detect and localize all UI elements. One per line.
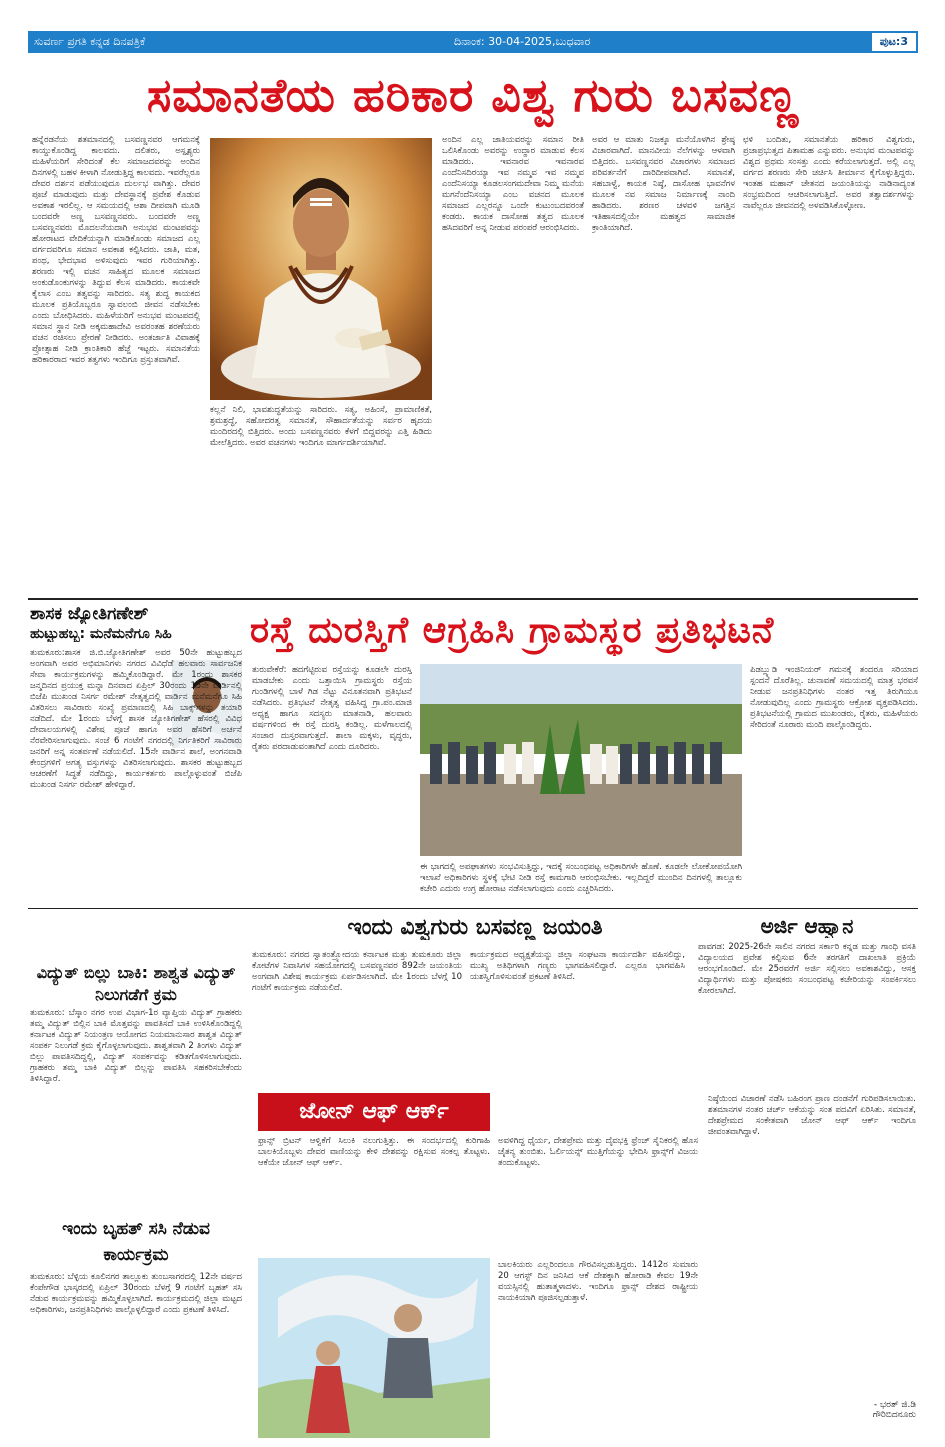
issue-date: ದಿನಾಂಕ: 30-04-2025,ಬುಧವಾರ <box>454 35 591 48</box>
byline-place: ಗೌರಿಬಿದನೂರು <box>872 1410 916 1420</box>
jyothiganesh-body <box>30 648 242 903</box>
jyothiganesh-body-text: ತುಮಕೂರು:ಶಾಸಕ ಜಿ.ಬಿ.ಜ್ಯೋತಿಗಣೇಶ್ ಅವರ 50ನೇ ಹುಟ್ಟುಹಬ್ಬದ ಅಂಗವಾಗಿ ಅವರ ಅಭಿಮಾನಿಗಳು ನಗರದ ವಿವಿಧೆಡೆ ಹಲವಾರು ಸಾರ್ವಜನಿಕ ಸೇವಾ ಕಾರ್ಯಕ್ರಮಗಳನ್ನು ಹಮ್ಮಿಕೊಂಡಿದ್ದಾರೆ. ಮೇ 1ರಂದು ಶಾಸಕರ ಜನ್ಮದಿನದ ಪ್ರಯುಕ್ತ ಮನ್ನಾ ದಿನವಾದ ಏಪ್ರಿಲ್ 30ರಂದು 15ನೇ ವಾರ್ಡಿನಲ್ಲಿ ಬಿಜೆಪಿ ಮುಖಂಡ ನಿಸರ್ಗ ರಮೇಶ್ ನೇತೃತ್ವದಲ್ಲಿ ವಾರ್ಡಿನ ಮನೆಮನೆಗೂ ಸಿಹಿ ವಿತರಿಸಲು ಸಾವಿರಾರು ಸಂಖ್ಯೆ ಪ್ರಮಾಣದಲ್ಲಿ ಸಿಹಿ ಬಾಕ್ಸ್‌ಗಳನ್ನು ತಯಾರಿ ನಡೆದಿದೆ. ಮೇ 1ರಂದು ಬೆಳಗ್ಗೆ ಶಾಸಕ ಜ್ಯೋತಿಗಣೇಶ್ ಹೆಸರಲ್ಲಿ ವಿವಿಧ ದೇವಾಲಯಗಳಲ್ಲಿ ವಿಶೇಷ ಪೂಜೆ ಹಾಗೂ ಅವರ ಹೆಸರಿಗೆ ಅರ್ಚನೆ ನೆರವೇರಿಸಲಾಗುವುದು. ಸಂಜೆ 6 ಗಂಟೆಗೆ ನಗರದಲ್ಲಿ ನಿರ್ಗತಿಕರಿಗೆ ಸಾವಿರಾರು ಜನರಿಗೆ ಅನ್ನ ಸಂತರ್ಪಣೆ ನಡೆಯಲಿದೆ. 15ನೇ ವಾರ್ಡಿನ ಶಾಲೆ, ಅಂಗನವಾಡಿ ಕೇಂದ್ರಗಳಿಗೆ ಅಗತ್ಯ ವಸ್ತುಗಳನ್ನು ವಿತರಿಸಲಾಗುವುದು. ಶಾಸಕರ ಹುಟ್ಟುಹಬ್ಬದ ಆಚರಣೆಗೆ ಸಿದ್ಧತೆ ನಡೆದಿದ್ದು, ಕಾರ್ಯಕರ್ತರು ಪಾಲ್ಗೊಳ್ಳುವಂತೆ ಬಿಜೆಪಿ ಮುಖಂಡ ನಿಸರ್ಗ ರಮೇಶ್ ಹೇಳಿದ್ದಾರೆ. <box>30 648 242 790</box>
divider-top <box>28 598 918 600</box>
basavanna-col-2: ಕಲ್ಲನೆ ನಿಲಿ, ಭಾವಶುದ್ಧತೆಯನ್ನು ಸಾರಿದರು. ಸತ್ಯ, ಅಹಿಂಸೆ, ಪ್ರಾಮಾಣಿಕತೆ, ಶ್ರಮಶ್ರದ್ಧೆ, ಸಹೋದರತ್ವ ಸಮಾನತೆ, ಸೌಹಾರ್ದತೆಯನ್ನು ಸರ್ವರ ಹೃದಯ ಮಂದಿರದಲ್ಲಿ ಬಿತ್ತಿದರು. ಅಂದು ಬಸವಣ್ಣನವರು ಕೆಳಗೆ ಬಿದ್ದವರನ್ನು ಎತ್ತಿ ಹಿಡಿದು ಮೇಲೆತ್ತಿದರು. ಅವರ ವಚನಗಳು ಇಂದಿಗೂ ಮಾರ್ಗದರ್ಶಿಯಾಗಿವೆ. <box>210 405 432 448</box>
electricity-title <box>30 962 242 1006</box>
jyothiganesh-title: ಶಾಸಕ ಜ್ಯೋತಿಗಣೇಶ್ <box>30 604 149 624</box>
joan-illustration <box>258 1258 490 1438</box>
byline-author: - ಭರತ್ ಜಿ.ಡಿ <box>873 1400 916 1410</box>
protest-scene <box>420 664 742 856</box>
page-number: ಪುಟ:3 <box>872 33 916 51</box>
jayanthi-col-2: ಕಾರ್ಯಕ್ರಮದ ಅಧ್ಯಕ್ಷತೆಯನ್ನು ಜಿಲ್ಲಾ ಸಂಘಟನಾ ಕಾರ್ಯದರ್ಶಿ ವಹಿಸಲಿದ್ದು, ಮುಖ್ಯ ಅತಿಥಿಗಳಾಗಿ ಗಣ್ಯರು ಭಾಗವಹಿಸಲಿದ್ದಾರೆ. ಎಲ್ಲರೂ ಭಾಗವಹಿಸಿ ಯಶಸ್ವಿಗೊಳಿಸುವಂತೆ ಪ್ರಕಟಣೆ ತಿಳಿಸಿದೆ. <box>470 950 685 982</box>
basavanna-portrait <box>210 138 432 400</box>
jayanthi-title: ಇಂದು ವಿಶ್ವಗುರು ಬಸವಣ್ಣ ಜಯಂತಿ <box>347 915 603 940</box>
electricity-body: ತುಮಕೂರು: ಬೆಸ್ಕಾಂ ನಗರ ಉಪ ವಿಭಾಗ-1ರ ವ್ಯಾಪ್ತಿಯ ವಿದ್ಯುತ್ ಗ್ರಾಹಕರು ತಮ್ಮ ವಿದ್ಯುತ್ ಬಿಲ್ಲಿನ ಬಾಕಿ ಮೊತ್ತವನ್ನು ಪಾವತಿಸದೆ ಬಾಕಿ ಉಳಿಸಿಕೊಂಡಿದ್ದಲ್ಲಿ ಕರ್ನಾಟಕ ವಿದ್ಯುತ್ ನಿಯಂತ್ರಣ ಆಯೋಗದ ನಿಯಮಾನುಸಾರ ಶಾಶ್ವತ ವಿದ್ಯುತ್ ಸಂಪರ್ಕ ನಿಲುಗಡೆ ಕ್ರಮ ಕೈಗೊಳ್ಳಲಾಗುವುದು. ಶಾಶ್ವತವಾಗಿ 2 ತಿಂಗಳು ವಿದ್ಯುತ್ ಬಿಲ್ಲು ಪಾವತಿಸದಿದ್ದಲ್ಲಿ, ವಿದ್ಯುತ್ ಸಂಪರ್ಕವನ್ನು ಕಡಿತಗೊಳಿಸಲಾಗುವುದು. ಗ್ರಾಹಕರು ತಮ್ಮ ಬಾಕಿ ವಿದ್ಯುತ್ ಬಿಲ್ಲನ್ನು ಪಾವತಿಸಿ ಸಹಕರಿಸಬೇಕೆಂದು ತಿಳಿಸಿದ್ದಾರೆ. <box>30 1008 242 1084</box>
joan-col-2: ಅವಳಿಗಿದ್ದ ಧೈರ್ಯ, ದೇಶಪ್ರೇಮ ಮತ್ತು ದೈವಭಕ್ತಿ ಫ್ರೆಂಚ್ ಸೈನಿಕರಲ್ಲಿ ಹೊಸ ಚೈತನ್ಯ ತುಂಬಿತು. ಓರ್ಲಿಯನ್ಸ್ ಮುತ್ತಿಗೆಯನ್ನು ಭೇದಿಸಿ ಫ್ರಾನ್ಸ್‌ಗೆ ವಿಜಯ ತಂದುಕೊಟ್ಟಳು. <box>498 1136 698 1168</box>
jyothiganesh-subtitle: ಹುಟ್ಟುಹಬ್ಬ: ಮನೆಮನೆಗೂ ಸಿಹಿ <box>30 626 172 642</box>
joan-col-1: ಫ್ರಾನ್ಸ್ ಬ್ರಿಟನ್ ಆಳ್ವಿಕೆಗೆ ಸಿಲುಕಿ ನಲುಗುತ್ತಿತ್ತು. ಈ ಸಂದರ್ಭದಲ್ಲಿ ಕುರಿಗಾಹಿ ಬಾಲಕಿಯೊಬ್ಬಳು ದೇವರ ವಾಣಿಯನ್ನು ಕೇಳಿ ದೇಶವನ್ನು ರಕ್ಷಿಸುವ ಸಂಕಲ್ಪ ತೊಟ್ಟಳು. ಆಕೆಯೇ ಜೋನ್ ಆಫ್ ಆರ್ಕ್. <box>258 1136 490 1168</box>
road-protest-col-3: ಪಿಡಬ್ಲ್ಯುಡಿ ಇಂಜಿನಿಯರ್ ಗಮನಕ್ಕೆ ತಂದರೂ ಸರಿಯಾದ ಸ್ಪಂದನೆ ದೊರೆತಿಲ್ಲ. ಚುನಾವಣೆ ಸಮಯದಲ್ಲಿ ಮಾತ್ರ ಭರವಸೆ ನೀಡುವ ಜನಪ್ರತಿನಿಧಿಗಳು ನಂತರ ಇತ್ತ ತಿರುಗಿಯೂ ನೋಡುವುದಿಲ್ಲ ಎಂದು ಗ್ರಾಮಸ್ಥರು ಆಕ್ರೋಶ ವ್ಯಕ್ತಪಡಿಸಿದರು. ಪ್ರತಿಭಟನೆಯಲ್ಲಿ ಗ್ರಾಮದ ಮುಖಂಡರು, ರೈತರು, ಮಹಿಳೆಯರು ಸೇರಿದಂತೆ ನೂರಾರು ಮಂದಿ ಪಾಲ್ಗೊಂಡಿದ್ದರು. <box>750 665 918 730</box>
road-protest-col-1: ತುರುವೇಕೆರೆ: ಹದಗೆಟ್ಟಿರುವ ರಸ್ತೆಯನ್ನು ಕೂಡಲೇ ದುರಸ್ತಿ ಮಾಡಬೇಕು ಎಂದು ಒತ್ತಾಯಿಸಿ ಗ್ರಾಮಸ್ಥರು ರಸ್ತೆಯ ಗುಂಡಿಗಳಲ್ಲಿ ಬಾಳೆ ಗಿಡ ನೆಟ್ಟು ವಿನೂತನವಾಗಿ ಪ್ರತಿಭಟನೆ ನಡೆಸಿದರು. ಪ್ರತಿಭಟನೆ ನೇತೃತ್ವ ವಹಿಸಿದ್ದ ಗ್ರಾ.ಪಂ.ಮಾಜಿ ಅಧ್ಯಕ್ಷ ಹಾಗೂ ಸದಸ್ಯರು ಮಾತನಾಡಿ, ಹಲವಾರು ವರ್ಷಗಳಿಂದ ಈ ರಸ್ತೆ ದುರಸ್ತಿ ಕಂಡಿಲ್ಲ. ಮಳೆಗಾಲದಲ್ಲಿ ಸಂಚಾರ ದುಸ್ತರವಾಗುತ್ತದೆ. ಶಾಲಾ ಮಕ್ಕಳು, ವೃದ್ಧರು, ರೈತರು ಪರದಾಡುವಂತಾಗಿದೆ ಎಂದು ದೂರಿದರು. <box>252 665 412 752</box>
paper-name: ಸುವರ್ಣ ಪ್ರಗತಿ ಕನ್ನಡ ದಿನಪತ್ರಿಕೆ <box>34 35 146 48</box>
basavanna-col-4: ಅವರ ಆ ಮಾತು ನಿಜಕ್ಕೂ ಮನೆಯೊಳಗಿನ ಶ್ರೇಷ್ಠ ವಿಚಾರವಾಗಿದೆ. ಮಾನವೀಯ ನೆಲೆಗಳನ್ನು ಆಳವಾಗಿ ಬಿತ್ತಿದರು. ಬಸವಣ್ಣನವರ ವಿಚಾರಗಳು ಸಮಾಜದ ಪರಿವರ್ತನೆಗೆ ದಾರಿದೀಪವಾಗಿವೆ. ಸಮಾನತೆ, ಸಹಬಾಳ್ವೆ, ಕಾಯಕ ನಿಷ್ಠೆ, ದಾಸೋಹ ಭಾವನೆಗಳ ಮೂಲಕ ನವ ಸಮಾಜ ನಿರ್ಮಾಣಕ್ಕೆ ನಾಂದಿ ಹಾಡಿದರು. ಶರಣರ ಚಳವಳಿ ಜಗತ್ತಿನ ಇತಿಹಾಸದಲ್ಲಿಯೇ ಮಹತ್ವದ ಸಾಮಾಜಿಕ ಕ್ರಾಂತಿಯಾಗಿದೆ. <box>592 135 735 233</box>
basavanna-illustration <box>210 138 432 400</box>
basavanna-col-1: ಹನ್ನೆರಡನೆಯ ಶತಮಾನದಲ್ಲಿ ಬಸವಣ್ಣನವರ ಆಗಮನಕ್ಕೆ ಕಾಯ್ದುಕೊಂಡಿದ್ದ ಕಾಲವದು. ದಲಿತರು, ಅಸ್ಪೃಶ್ಯರು ಮಹಿಳೆಯರಿಗೆ ಸೇರಿದಂತೆ ಕೆಲ ಸಮಾಜದವರನ್ನು ಅಂದಿನ ದಿನಗಳಲ್ಲಿ ಬಹಳ ಕೀಳಾಗಿ ನೋಡುತ್ತಿದ್ದ ಕಾಲವದು. ಇವರೆಲ್ಲರೂ ದೇವರ ದರ್ಶನ ಪಡೆಯುವುದೂ ದುರ್ಲಭ ವಾಗಿತ್ತು. ದೇವರ ಪೂಜೆ ಮಾಡುವುದು ಮತ್ತು ದೇವಸ್ಥಾನಕ್ಕೆ ಪ್ರವೇಶ ಕೊಡುವ ಅವಕಾಶ ಇರಲಿಲ್ಲ. ಆ ಸಮಯದಲ್ಲಿ ಆಶಾ ದೀಪವಾಗಿ ಮೂಡಿ ಬಂದವರೇ ಅಣ್ಣ ಬಸವಣ್ಣನವರು. ಬಂದವರೇ ಅಣ್ಣ ಬಸವಣ್ಣನವರು ಮೊದಲನೆಯದಾಗಿ ಅನುಭವ ಮಂಟಪವನ್ನು ಹೋರಾಟದ ವೇದಿಕೆಯನ್ನಾಗಿ ಮಾಡಿಕೊಂಡು ಸಮಾಜದ ಎಲ್ಲ ವರ್ಗದವರಿಗೂ ಸಮಾನ ಅವಕಾಶ ಕಲ್ಪಿಸಿದರು. ಜಾತಿ, ಮತ, ಪಂಥ, ಭೇದಭಾವ ಅಳಿಸುವುದು ಇವರ ಗುರಿಯಾಗಿತ್ತು. ಶರಣರು ಇಲ್ಲಿ ವಚನ ಸಾಹಿತ್ಯದ ಮೂಲಕ ಸಮಾಜದ ಅಂಕುಡೊಂಕುಗಳನ್ನು ತಿದ್ದುವ ಕೆಲಸ ಮಾಡಿದರು. ಕಾಯಕವೇ ಕೈಲಾಸ ಎಂಬ ತತ್ವವನ್ನು ಸಾರಿದರು. ಸತ್ಯ ಶುದ್ಧ ಕಾಯಕದ ಮೂಲಕ ಪ್ರತಿಯೊಬ್ಬರೂ ಸ್ವಾವಲಂಬಿ ಜೀವನ ನಡೆಸಬೇಕು ಎಂದು ಬೋಧಿಸಿದರು. ಮಹಿಳೆಯರಿಗೆ ಅನುಭವ ಮಂಟಪದಲ್ಲಿ ಸಮಾನ ಸ್ಥಾನ ನೀಡಿ ಅಕ್ಕಮಹಾದೇವಿ ಅವರಂತಹ ಶರಣೆಯರು ವಚನ ರಚಿಸಲು ಪ್ರೇರಣೆ ನೀಡಿದರು. ಅಂತರ್ಜಾತಿ ವಿವಾಹಕ್ಕೆ ಪ್ರೋತ್ಸಾಹ ನೀಡಿ ಕ್ರಾಂತಿಕಾರಿ ಹೆಜ್ಜೆ ಇಟ್ಟರು. ಸಮಾನತೆಯ ಹರಿಕಾರರಾದ ಇವರ ತತ್ವಗಳು ಇಂದಿಗೂ ಪ್ರಸ್ತುತವಾಗಿವೆ. <box>32 135 200 365</box>
masthead-bar <box>28 31 918 53</box>
joan-art <box>258 1258 490 1438</box>
joan-byline <box>708 1400 916 1420</box>
joan-col-4: ನಿಷ್ಠೆಯಿಂದ ವಿಚಾರಣೆ ನಡೆಸಿ ಬಹಿರಂಗ ಪ್ರಾಣ ದಂಡನೆಗೆ ಗುರಿಪಡಿಸಲಾಯಿತು. ಶತಮಾನಗಳ ನಂತರ ಚರ್ಚ್ ಆಕೆಯನ್ನು ಸಂತ ಪದವಿಗೆ ಏರಿಸಿತು. ಸಮಾನತೆ, ದೇಶಪ್ರೇಮದ ಸಂಕೇತವಾಗಿ ಜೋನ್ ಆಫ್ ಆರ್ಕ್ ಇಂದಿಗೂ ಜೀವಂತವಾಗಿದ್ದಾಳೆ. <box>708 1094 916 1137</box>
road-protest-col-2: ಈ ಭಾಗದಲ್ಲಿ ಅಪಘಾತಗಳು ಸಂಭವಿಸುತ್ತಿದ್ದು, ಇದಕ್ಕೆ ಸಂಬಂಧಪಟ್ಟ ಅಧಿಕಾರಿಗಳೇ ಹೊಣೆ. ಕೂಡಲೇ ಲೋಕೋಪಯೋಗಿ ಇಲಾಖೆ ಅಧಿಕಾರಿಗಳು ಸ್ಥಳಕ್ಕೆ ಭೇಟಿ ನೀಡಿ ರಸ್ತೆ ಕಾಮಗಾರಿ ಆರಂಭಿಸಬೇಕು. ಇಲ್ಲದಿದ್ದರೆ ಮುಂದಿನ ದಿನಗಳಲ್ಲಿ ತಾಲ್ಲೂಕು ಕಚೇರಿ ಎದುರು ಉಗ್ರ ಹೋರಾಟ ನಡೆಸಲಾಗುವುದು ಎಂದು ಎಚ್ಚರಿಸಿದರು. <box>420 862 742 894</box>
divider-mid <box>28 908 918 909</box>
arji-body: ಪಾವಗಡ: 2025-26ನೇ ಸಾಲಿನ ನಗರದ ಸರ್ಕಾರಿ ಕನ್ನಡ ಮತ್ತು ಗಾಂಧಿ ವಸತಿ ವಿದ್ಯಾಲಯದ ಪ್ರವೇಶ ಕಲ್ಪಿಸುವ 6ನೇ ತರಗತಿಗೆ ದಾಖಲಾತಿ ಪ್ರಕ್ರಿಯೆ ಆರಂಭಗೊಂಡಿದೆ. ಮೇ 25ರವರೆಗೆ ಅರ್ಜಿ ಸಲ್ಲಿಸಲು ಅವಕಾಶವಿದ್ದು, ಆಸಕ್ತ ವಿದ್ಯಾರ್ಥಿಗಳು ಮತ್ತು ಪೋಷಕರು ಸಂಬಂಧಪಟ್ಟ ಕಚೇರಿಯನ್ನು ಸಂಪರ್ಕಿಸಲು ಕೋರಲಾಗಿದೆ. <box>698 942 916 996</box>
jayanthi-col-1: ತುಮಕೂರು: ನಗರದ ಸ್ವಾತಂತ್ರ್ಯೋದಯ ಕರ್ನಾಟಕ ಮತ್ತು ತುಮಕೂರು ಜಿಲ್ಲಾ ಕೋಟೆಗಳ ನಿವಾಸಿಗಳ ಸಹಯೋಗದಲ್ಲಿ ಬಸವಣ್ಣನವರ 892ನೇ ಜಯಂತಿಯ ಅಂಗವಾಗಿ ವಿಶೇಷ ಕಾರ್ಯಕ್ರಮ ಏರ್ಪಡಿಸಲಾಗಿದೆ. ಮೇ 1ರಂದು ಬೆಳಗ್ಗೆ 10 ಗಂಟೆಗೆ ಕಾರ್ಯಕ್ರಮ ನಡೆಯಲಿದೆ. <box>252 950 462 993</box>
sapling-title <box>30 1216 242 1268</box>
joan-title: ಜೋನ್ ಆಫ್ ಆರ್ಕ್ <box>258 1093 490 1131</box>
basavanna-headline: ಸಮಾನತೆಯ ಹರಿಕಾರ ವಿಶ್ವ ಗುರು ಬಸವಣ್ಣ <box>146 68 800 122</box>
basavanna-col-3: ಅಂದಿನ ಎಲ್ಲ ಜಾತಿಯವರನ್ನು ಸಮಾನ ರೀತಿ ಒಲಿಸಿಕೊಂಡು ಅವರನ್ನು ಉದ್ಧಾರ ಮಾಡುವ ಕೆಲಸ ಮಾಡಿದರು. ಇವನಾರವ ಇವನಾರವ ಎಂದೆನಿಸದಿರಯ್ಯಾ ಇವ ನಮ್ಮವ ಇವ ನಮ್ಮವ ಎಂದೆನಿಸಯ್ಯಾ ಕೂಡಲಸಂಗಮದೇವಾ ನಿಮ್ಮ ಮನೆಯ ಮಗನೆಂದೆನಿಸಯ್ಯಾ ಎಂಬ ವಚನದ ಮೂಲಕ ಸಮಾಜದ ಎಲ್ಲರನ್ನೂ ಒಂದೇ ಕುಟುಂಬದವರಂತೆ ಕಂಡರು. ಕಾಯಕ ದಾಸೋಹ ತತ್ವದ ಮೂಲಕ ಹಸಿದವರಿಗೆ ಅನ್ನ ನೀಡುವ ಪರಂಪರೆ ಆರಂಭಿಸಿದರು. <box>442 135 584 233</box>
joan-col-3: ಬಾಲಕಿಯರು ಎಲ್ಲರಿಂದಲೂ ಗೌರವಿಸಲ್ಪಡುತ್ತಿದ್ದರು. 1412ರ ಸುಮಾರು 20 ಆಗಸ್ಟ್ ದಿನ ಜನಿಸಿದ ಆಕೆ ದೇಶಕ್ಕಾಗಿ ಹೋರಾಡಿ ಕೇವಲ 19ನೇ ವಯಸ್ಸಿನಲ್ಲಿ ಹುತಾತ್ಮಳಾದಳು. ಇಂದಿಗೂ ಫ್ರಾನ್ಸ್ ದೇಶದ ರಾಷ್ಟ್ರೀಯ ನಾಯಕಿಯಾಗಿ ಪೂಜಿಸಲ್ಪಡುತ್ತಾಳೆ. <box>498 1260 698 1303</box>
sapling-body: ತುಮಕೂರು: ಬೆಳ್ಳಿಯ ಕೂಲಿನಗರ ತಾಲ್ಲೂಕು ತುಂಬಸಾಗರದಲ್ಲಿ 12ನೇ ವರ್ಷದ ಕೆಂಪೇಗೌಡ ಭಾಸ್ಕರದಲ್ಲಿ ಏಪ್ರಿಲ್ 30ರಂದು ಬೆಳಗ್ಗೆ 9 ಗಂಟೆಗೆ ಬೃಹತ್ ಸಸಿ ನೆಡುವ ಕಾರ್ಯಕ್ರಮವನ್ನು ಹಮ್ಮಿಕೊಳ್ಳಲಾಗಿದೆ. ಕಾರ್ಯಕ್ರಮದಲ್ಲಿ ಜಿಲ್ಲಾ ಮಟ್ಟದ ಅಧಿಕಾರಿಗಳು, ಜನಪ್ರತಿನಿಧಿಗಳು ಪಾಲ್ಗೊಳ್ಳಲಿದ್ದಾರೆ ಎಂದು ಪ್ರಕಟಣೆ ತಿಳಿಸಿದೆ. <box>30 1272 242 1315</box>
protest-photo <box>420 664 742 856</box>
road-protest-headline: ರಸ್ತೆ ದುರಸ್ತಿಗೆ ಆಗ್ರಹಿಸಿ ಗ್ರಾಮಸ್ಥರ ಪ್ರತಿಭಟನೆ <box>250 610 775 651</box>
arji-title: ಅರ್ಜಿ ಆಹ್ವಾನ <box>760 914 854 938</box>
electricity-title-text: ವಿದ್ಯುತ್ ಬಿಲ್ಲು ಬಾಕಿ: ಶಾಶ್ವತ ವಿದ್ಯುತ್ ನಿಲುಗಡೆಗೆ ಕ್ರಮ <box>36 963 236 1004</box>
sapling-title-text: ಇಂದು ಬೃಹತ್ ಸಸಿ ನೆಡುವ ಕಾರ್ಯಕ್ರಮ <box>62 1219 210 1265</box>
basavanna-col-5: ಛಳಿ ಬಂದಿತು, ಸಮಾನತೆಯ ಹರಿಕಾರ ವಿಶ್ವಗುರು, ಪ್ರಜಾಪ್ರಭುತ್ವದ ಪಿತಾಮಹ ಎನ್ನುವರು. ಅನುಭವ ಮಂಟಪವನ್ನು ವಿಶ್ವದ ಪ್ರಥಮ ಸಂಸತ್ತು ಎಂದು ಕರೆಯಲಾಗುತ್ತದೆ. ಅಲ್ಲಿ ಎಲ್ಲ ವರ್ಗದ ಶರಣರು ಸೇರಿ ಚರ್ಚಿಸಿ ತೀರ್ಮಾನ ಕೈಗೊಳ್ಳುತ್ತಿದ್ದರು. ಇಂತಹ ಮಹಾನ್ ಚೇತನದ ಜಯಂತಿಯನ್ನು ನಾಡಿನಾದ್ಯಂತ ಸಂಭ್ರಮದಿಂದ ಆಚರಿಸಲಾಗುತ್ತಿದೆ. ಅವರ ತತ್ವಾದರ್ಶಗಳನ್ನು ನಾವೆಲ್ಲರೂ ಜೀವನದಲ್ಲಿ ಅಳವಡಿಸಿಕೊಳ್ಳೋಣ. <box>743 135 915 211</box>
